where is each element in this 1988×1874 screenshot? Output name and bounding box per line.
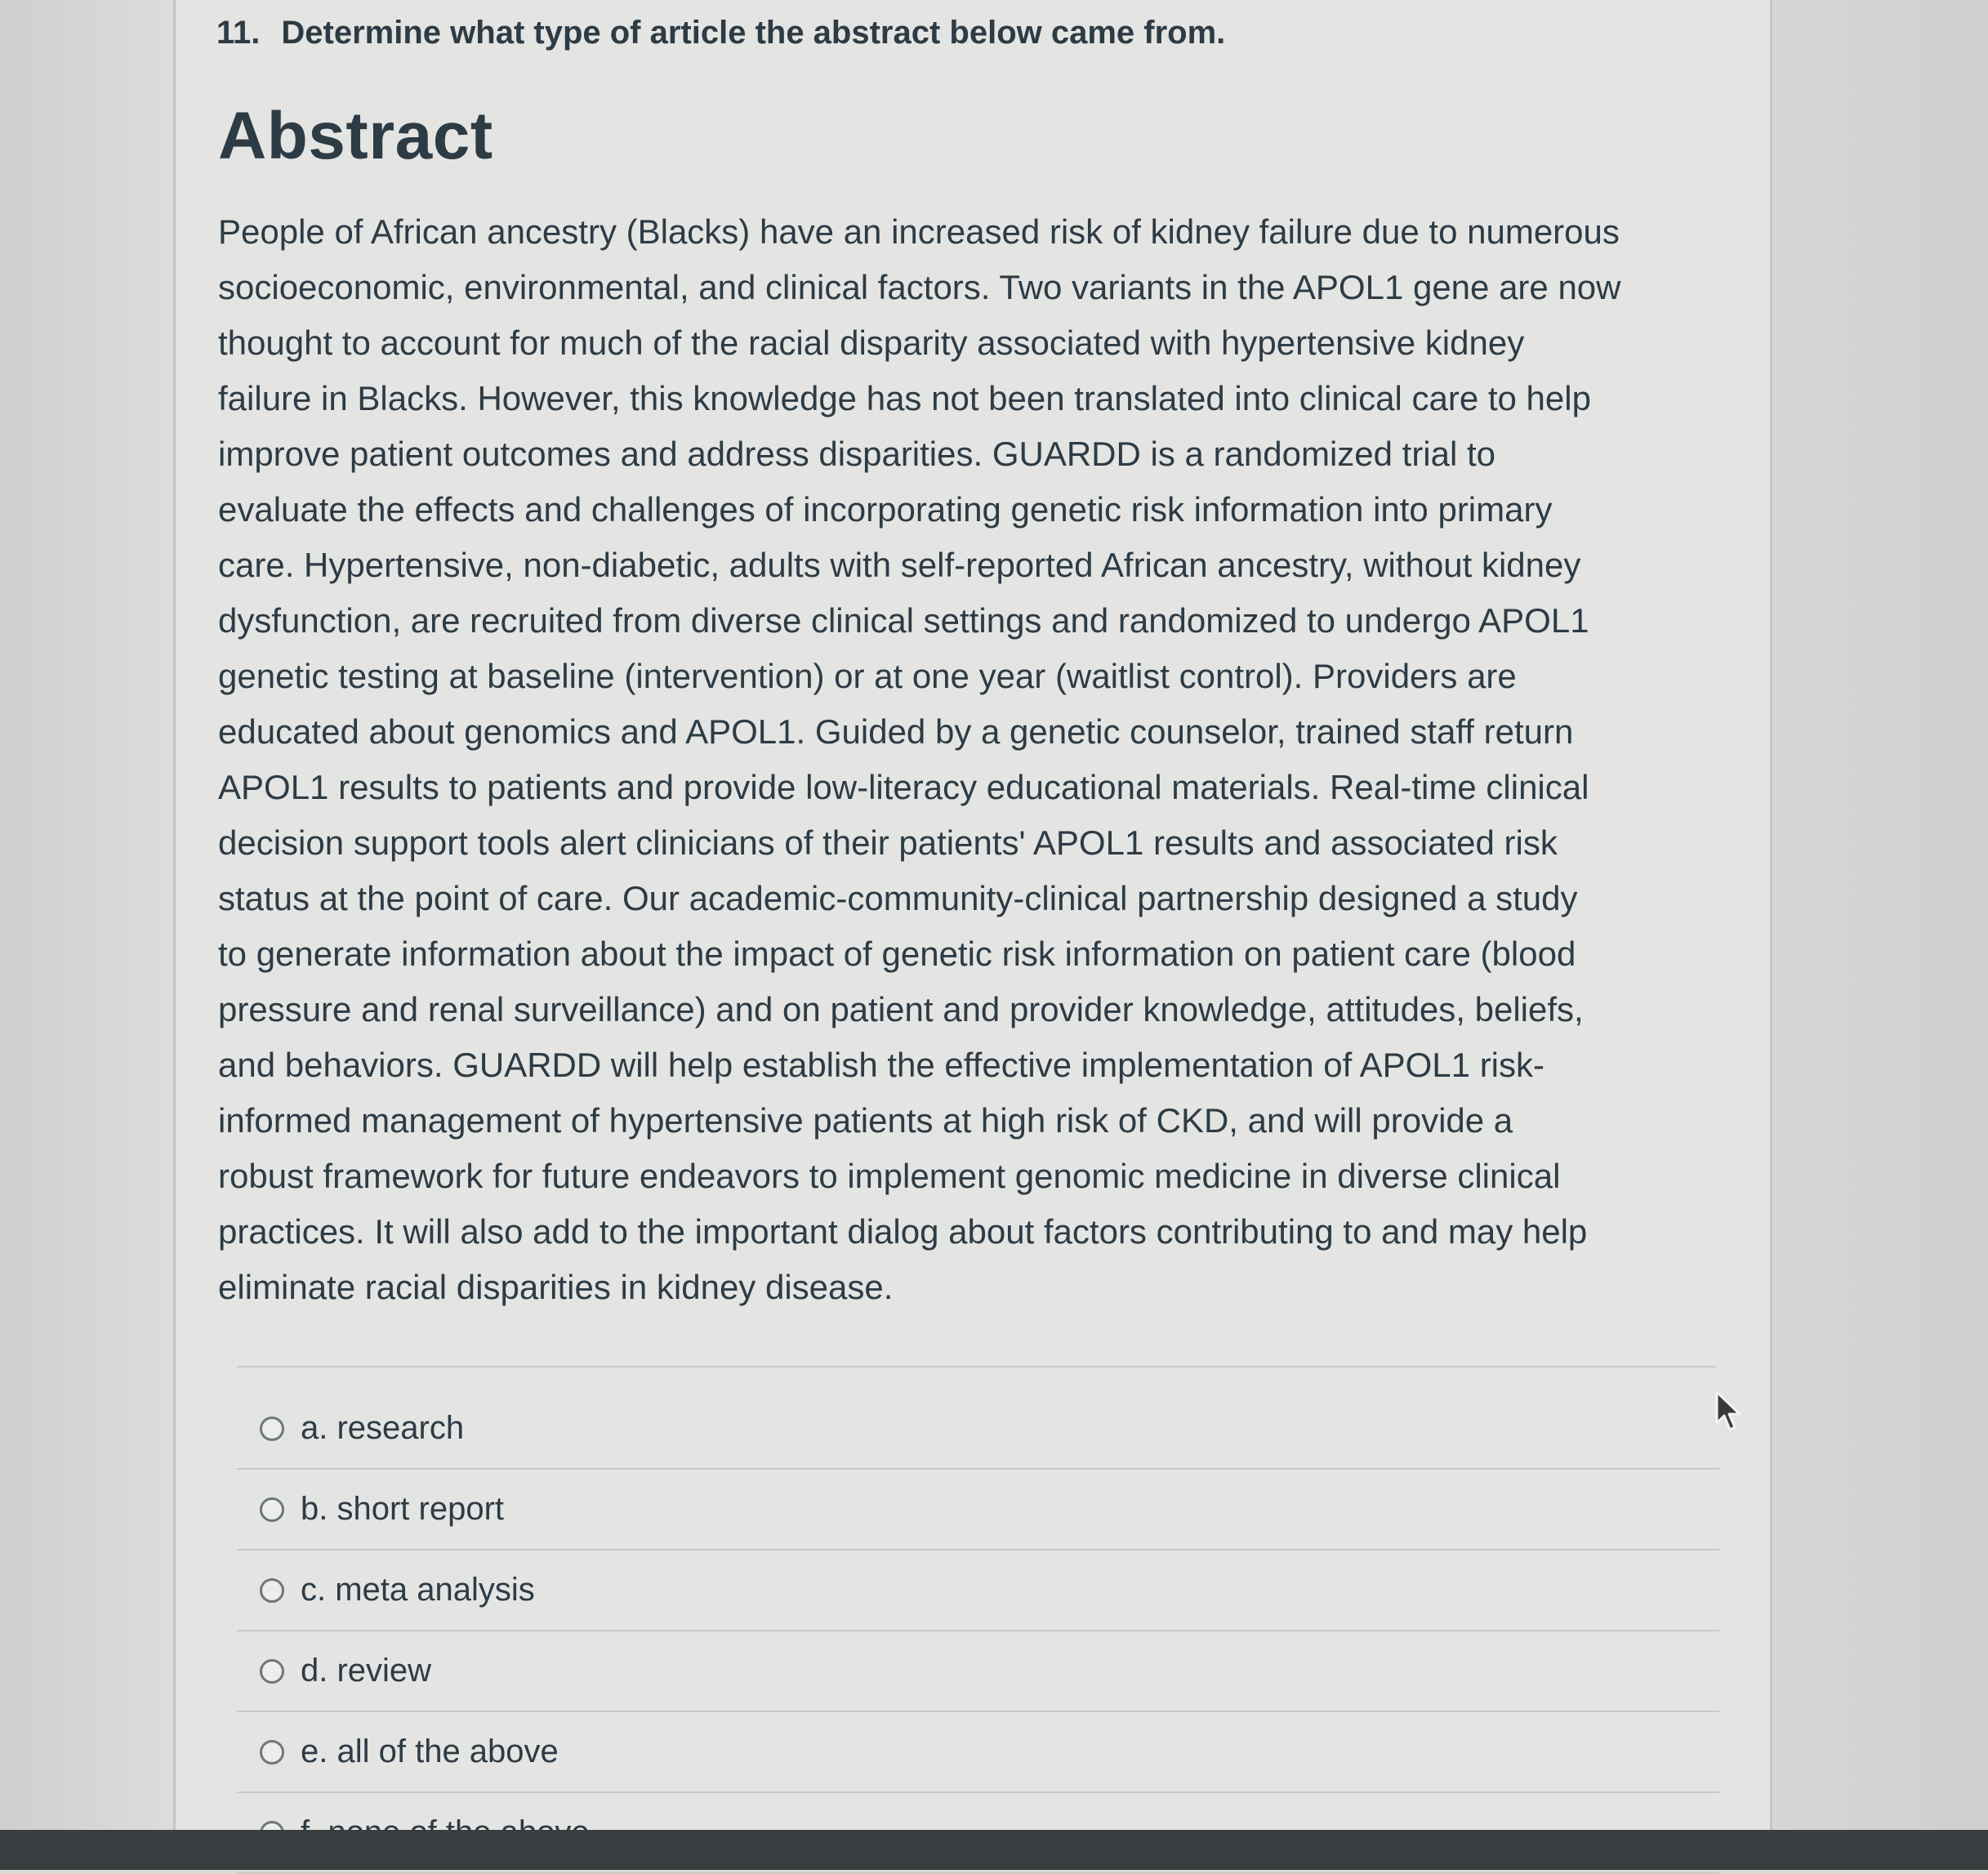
answer-option-c[interactable] — [237, 1551, 1719, 1631]
abstract-line: thought to account for much of the racial disparity associated with hypertensive kidney — [218, 323, 1525, 362]
abstract-line: socioeconomic, environmental, and clinical factors. Two variants in the APOL1 gene are now — [218, 268, 1621, 306]
answer-label: e. all of the above — [301, 1733, 559, 1769]
abstract-line: educated about genomics and APOL1. Guided by a genetic counselor, trained staff return — [218, 712, 1574, 751]
answer-option-d[interactable] — [237, 1631, 1719, 1712]
abstract-heading: Abstract — [218, 99, 493, 173]
abstract-line: failure in Blacks. However, this knowledge has not been translated into clinical care to help — [218, 379, 1591, 417]
abstract-line: robust framework for future endeavors to implement genomic medicine in diverse clinical — [218, 1157, 1561, 1195]
question-number: 11. — [216, 14, 261, 51]
answer-label: b. short report — [301, 1491, 505, 1527]
abstract-line: pressure and renal surveillance) and on patient and provider knowledge, attitudes, beliefs, — [218, 990, 1584, 1028]
answer-option-a[interactable] — [237, 1389, 1719, 1470]
answer-label: c. meta analysis — [301, 1572, 535, 1608]
answer-options — [237, 1389, 1719, 1874]
abstract-line: decision support tools alert clinicians of their patients' APOL1 results and associated risk — [218, 823, 1558, 862]
answer-option-e[interactable] — [237, 1712, 1719, 1793]
radio-unselected-icon[interactable] — [260, 1659, 284, 1684]
screen-bottom-edge — [0, 1830, 1988, 1870]
abstract-line: practices. It will also add to the important dialog about factors contributing to and may help — [218, 1212, 1588, 1251]
answer-option-b[interactable] — [237, 1470, 1719, 1551]
abstract-line: informed management of hypertensive patients at high risk of CKD, and will provide a — [218, 1101, 1513, 1140]
mouse-pointer-icon — [1714, 1390, 1746, 1433]
abstract-line: dysfunction, are recruited from diverse clinical settings and randomized to undergo APOL1 — [218, 601, 1589, 640]
abstract-line: and behaviors. GUARDD will help establish the effective implementation of APOL1 risk- — [218, 1046, 1544, 1084]
question-card — [173, 0, 1772, 1830]
left-page-margin — [0, 0, 173, 1870]
abstract-line: status at the point of care. Our academic-community-clinical partnership designed a study — [218, 879, 1578, 917]
radio-unselected-icon[interactable] — [260, 1578, 284, 1603]
abstract-line: to generate information about the impact of genetic risk information on patient care (blood — [218, 935, 1576, 973]
radio-unselected-icon[interactable] — [260, 1497, 284, 1522]
answer-label: a. research — [301, 1410, 465, 1446]
abstract-line: care. Hypertensive, non-diabetic, adults with self-reported African ancestry, without kidney — [218, 546, 1581, 584]
right-page-margin — [1772, 0, 1988, 1870]
abstract-line: evaluate the effects and challenges of incorporating genetic risk information into primary — [218, 490, 1553, 529]
abstract-line: eliminate racial disparities in kidney disease. — [218, 1268, 894, 1306]
radio-unselected-icon[interactable] — [260, 1740, 284, 1765]
question-prompt: Determine what type of article the abstract below came from. — [281, 14, 1226, 51]
answer-label: d. review — [301, 1653, 432, 1689]
radio-unselected-icon[interactable] — [260, 1417, 284, 1441]
abstract-line: APOL1 results to patients and provide low-literacy educational materials. Real-time clinical — [218, 768, 1589, 806]
abstract-line: People of African ancestry (Blacks) have an increased risk of kidney failure due to numerous — [218, 212, 1620, 251]
answers-divider — [237, 1366, 1715, 1368]
abstract-line: genetic testing at baseline (intervention) or at one year (waitlist control). Providers are — [218, 657, 1517, 695]
abstract-body — [218, 204, 1721, 1315]
question-header — [216, 0, 1225, 65]
abstract-line: improve patient outcomes and address disparities. GUARDD is a randomized trial to — [218, 435, 1496, 473]
